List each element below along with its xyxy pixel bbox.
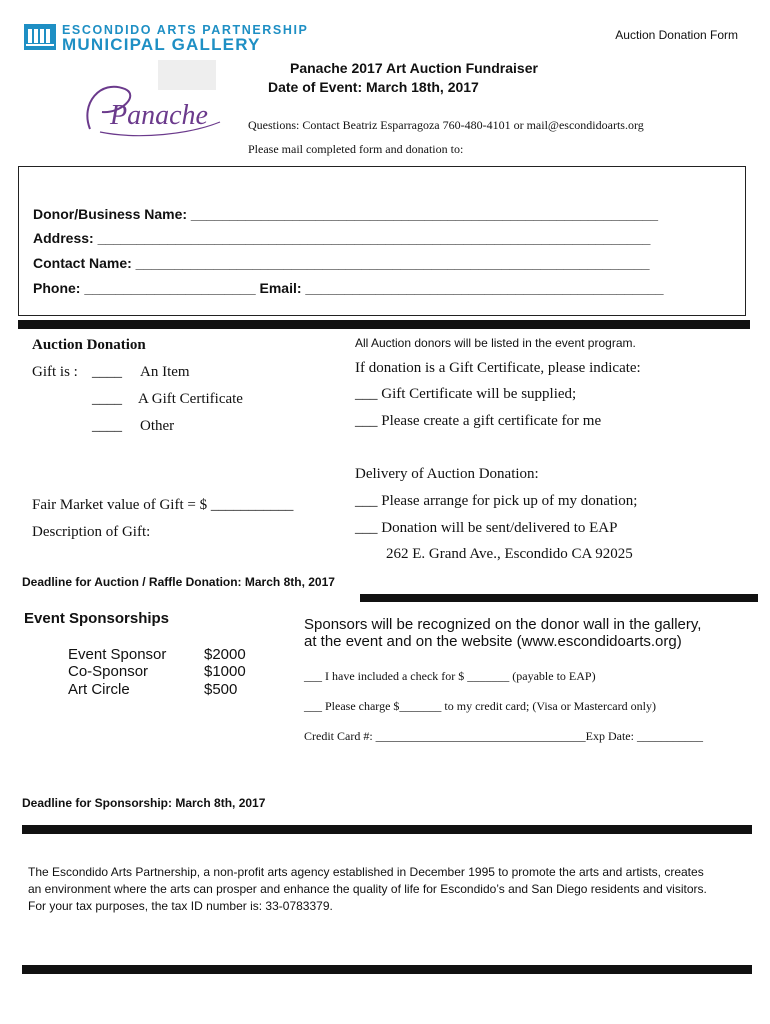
event-title: Panache 2017 Art Auction Fundraiser (290, 60, 538, 76)
level-price: $1000 (204, 663, 246, 680)
gift-other-label: Other (140, 418, 175, 434)
level-price: $2000 (204, 646, 246, 663)
gc-create-option[interactable]: ___ Please create a gift certificate for me (355, 413, 602, 429)
gallery-logo-icon (24, 24, 56, 50)
footer-line-2: an environment where the arts can prosper and enhance the quality of life for Escondido’s and San Diego residents and visitors. (28, 882, 707, 896)
auction-listed-note: All Auction donors will be listed in the event program. (355, 336, 636, 350)
level-price: $500 (204, 681, 238, 698)
auction-heading: Auction Donation (32, 337, 146, 353)
delivery-heading: Delivery of Auction Donation: (355, 466, 539, 482)
footer-text (28, 864, 707, 915)
gift-certificate-checkbox[interactable]: ____ (92, 391, 122, 407)
level-name: Event Sponsor (68, 646, 167, 663)
delivery-pickup-option[interactable]: ___ Please arrange for pick up of my donation; (355, 493, 638, 509)
logo-bottom-text: MUNICIPAL GALLERY (62, 35, 261, 54)
delivery-sent-option[interactable]: ___ Donation will be sent/delivered to EAP (355, 520, 618, 536)
logo-top-text: ESCONDIDO ARTS PARTNERSHIP (62, 23, 309, 37)
check-option[interactable]: ___ I have included a check for $ _______ (payable to EAP) (304, 669, 596, 683)
level-name: Art Circle (68, 681, 130, 698)
panache-logo (80, 74, 230, 144)
donor-name-field[interactable]: Donor/Business Name: ____________________________________________________________ (33, 206, 659, 222)
contact-name-field[interactable]: Contact Name: __________________________________________________________________ (33, 255, 650, 271)
gift-item-label: An Item (140, 364, 190, 380)
recognition-line-1: Sponsors will be recognized on the donor wall in the gallery, (304, 616, 702, 633)
gc-heading: If donation is a Gift Certificate, please indicate: (355, 360, 641, 376)
footer-line-1: The Escondido Arts Partnership, a non-profit arts agency established in December 1995 to promote the arts and artists, creates (28, 865, 704, 879)
credit-card-field[interactable]: Credit Card #: ___________________________________Exp Date: ___________ (304, 729, 703, 743)
divider (22, 825, 752, 834)
recognition-line-2: at the event and on the website (www.escondidoarts.org) (304, 633, 682, 650)
form-label: Auction Donation Form (615, 28, 738, 42)
gc-supplied-option[interactable]: ___ Gift Certificate will be supplied; (355, 386, 577, 402)
address-field[interactable]: Address: _______________________________________________________________________ (33, 230, 651, 246)
event-date: Date of Event: March 18th, 2017 (268, 79, 479, 95)
phone-email-field[interactable]: Phone: ______________________ Email: ______________________________________________ (33, 280, 664, 296)
divider (360, 594, 758, 602)
gift-other-checkbox[interactable]: ____ (92, 418, 122, 434)
footer-line-3: For your tax purposes, the tax ID number is: 33-0783379. (28, 899, 333, 913)
questions-contact: Questions: Contact Beatriz Esparragoza 760-480-4101 or mail@escondidoarts.org (248, 118, 644, 132)
fair-market-field[interactable]: Fair Market value of Gift = $ ___________ (32, 497, 294, 513)
auction-deadline: Deadline for Auction / Raffle Donation: March 8th, 2017 (22, 575, 335, 589)
sponsorship-deadline: Deadline for Sponsorship: March 8th, 2017 (22, 796, 266, 810)
level-name: Co-Sponsor (68, 663, 149, 680)
gift-certificate-label: A Gift Certificate (138, 391, 243, 407)
gift-item-checkbox[interactable]: ____ (92, 364, 122, 380)
sponsorship-heading: Event Sponsorships (24, 610, 170, 627)
svg-text:Panache: Panache (110, 100, 208, 131)
description-field[interactable]: Description of Gift: (32, 524, 151, 540)
gift-is-label: Gift is : (32, 364, 78, 380)
divider (22, 965, 752, 974)
mail-note: Please mail completed form and donation to: (248, 142, 464, 156)
charge-option[interactable]: ___ Please charge $_______ to my credit card; (Visa or Mastercard only) (304, 699, 656, 713)
eap-address: 262 E. Grand Ave., Escondido CA 92025 (386, 546, 633, 562)
divider (18, 320, 750, 329)
